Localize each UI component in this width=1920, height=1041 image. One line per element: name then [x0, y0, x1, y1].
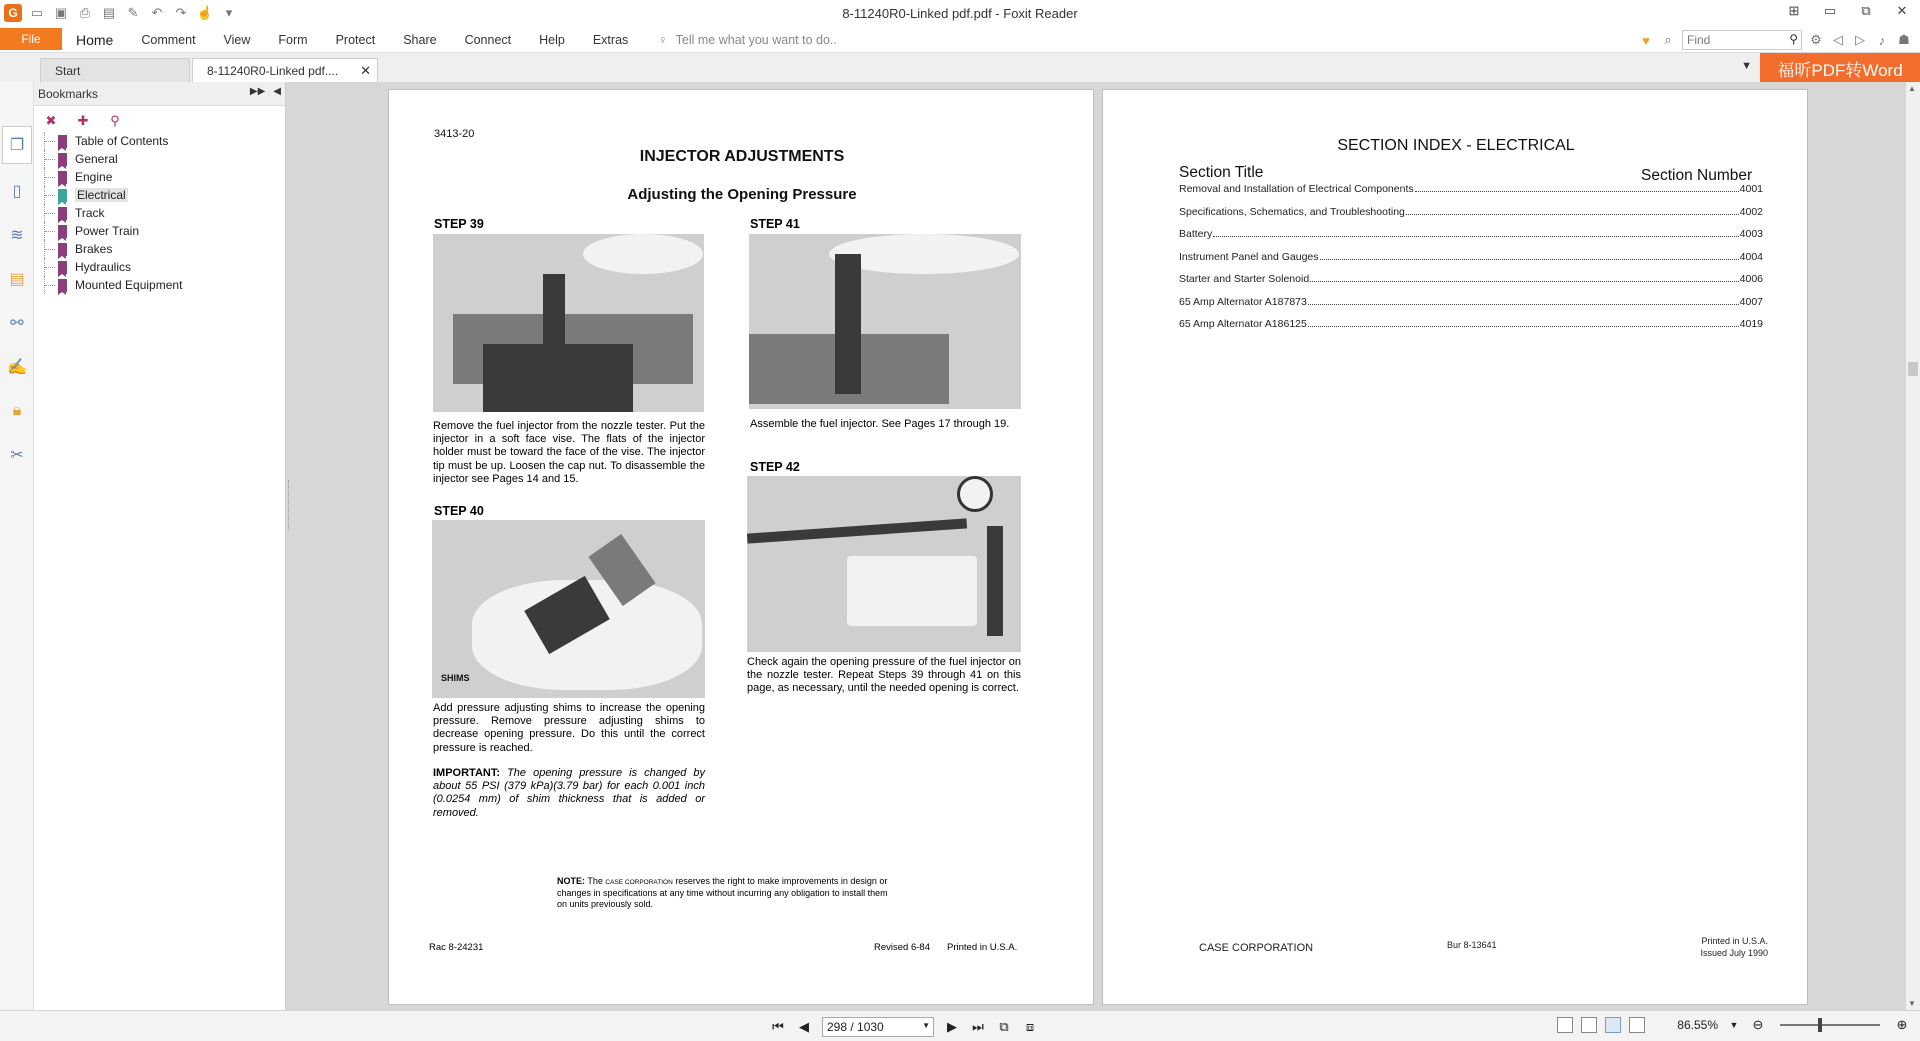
footer-company: CASE CORPORATION [1199, 942, 1314, 954]
footer-revised: Revised 6-84 [874, 942, 930, 953]
tree-connector [44, 132, 58, 150]
bookmark-list [34, 132, 285, 294]
tab-connect[interactable]: Connect [464, 33, 512, 47]
bookmark-item[interactable] [44, 276, 285, 294]
zoom-in-icon[interactable]: ⊕ [1896, 1017, 1908, 1032]
bookmark-item[interactable] [44, 204, 285, 222]
column-header-number: Section Number [1641, 167, 1753, 184]
print-icon[interactable]: ⎙ [79, 5, 91, 20]
bookmark-label: Brakes [75, 242, 113, 256]
shims-label: SHIMS [441, 673, 470, 683]
important-note [433, 767, 705, 820]
tab-list-chevron-icon[interactable]: ▼ [1741, 60, 1752, 72]
leader-dots [1213, 236, 1738, 237]
section-title: 65 Amp Alternator A186125 [1179, 318, 1307, 330]
content-panel-icon[interactable]: ✂ [10, 447, 24, 464]
tree-connector [44, 168, 58, 186]
zoom-slider[interactable] [1780, 1024, 1880, 1026]
bookmark-icon [58, 135, 67, 148]
next-page-icon[interactable]: ▶ [947, 1019, 957, 1034]
zoom-slider-knob[interactable] [1818, 1018, 1822, 1032]
forward-icon[interactable]: ▷ [1855, 32, 1865, 47]
tab-start[interactable]: Start [40, 58, 190, 82]
previous-page-icon[interactable]: ◀ [799, 1019, 809, 1034]
file-tab[interactable]: File [0, 28, 62, 50]
undo-icon[interactable]: ↶ [151, 5, 163, 20]
bookmark-item[interactable] [44, 186, 285, 204]
column-header-title: Section Title [1179, 164, 1264, 181]
find-input[interactable] [1682, 30, 1802, 50]
bookmark-icon [58, 189, 67, 202]
save-icon[interactable]: ▣ [54, 5, 68, 20]
tab-comment[interactable]: Comment [141, 33, 196, 47]
section-index-row [1179, 294, 1763, 308]
vertical-scrollbar[interactable] [1906, 82, 1920, 1010]
window-title: 8-11240R0-Linked pdf.pdf - Foxit Reader [842, 6, 1078, 21]
close-tab-icon[interactable]: ✕ [360, 63, 371, 78]
note-company: CASE CORPORATION [605, 879, 673, 886]
close-button[interactable]: ✕ [1896, 3, 1908, 18]
leader-dots [1308, 326, 1739, 327]
security-panel-icon[interactable]: 🔒︎ [12, 402, 22, 419]
minimize-button[interactable]: ▭ [1823, 3, 1837, 18]
section-title: Instrument Panel and Gauges [1179, 250, 1319, 263]
note-label: NOTE: [557, 876, 585, 886]
step-40-label: STEP 40 [434, 504, 484, 518]
collapse-panel-icon[interactable]: ◀ [273, 86, 281, 97]
footer-bur: Bur 8-13641 [1447, 940, 1497, 950]
bookmark-label: Mounted Equipment [75, 278, 183, 292]
bookmark-item[interactable] [44, 222, 285, 240]
settings-icon[interactable]: ⚙ [1810, 32, 1822, 47]
bookmark-panel-icon[interactable]: ❐ [2, 126, 32, 164]
leader-dots [1415, 191, 1739, 192]
bookmark-icon [58, 153, 67, 166]
bookmark-item[interactable] [44, 168, 285, 186]
bookmark-label: Electrical [77, 188, 126, 202]
page-title: INJECTOR ADJUSTMENTS [639, 148, 845, 165]
previous-view-icon[interactable]: ⧉ [999, 1019, 1009, 1034]
new-icon[interactable]: ✎ [127, 5, 139, 20]
section-number: 4001 [1739, 183, 1763, 195]
note-text: reserves the right to make improvements in design or changes in specifications at any time without incurring any obligation to install them on units previously sold. [557, 876, 888, 909]
page-dropdown-icon[interactable]: ▼ [922, 1021, 930, 1030]
bookmark-label: Table of Contents [75, 134, 169, 148]
next-view-icon[interactable]: ⧈ [1025, 1019, 1035, 1034]
leader-dots [1310, 281, 1738, 282]
section-title: Specifications, Schematics, and Troubleshooting [1179, 205, 1405, 218]
app-logo[interactable]: G [4, 4, 22, 22]
section-number: 4002 [1739, 205, 1763, 218]
footer-issued: Issued July 1990 [1700, 948, 1768, 958]
leader-dots [1320, 259, 1739, 260]
bookmark-icon [58, 225, 67, 238]
tab-view[interactable]: View [223, 33, 251, 47]
step-42-label: STEP 42 [750, 460, 800, 474]
tab-share[interactable]: Share [403, 33, 437, 47]
redo-icon[interactable]: ↷ [175, 5, 187, 20]
pdf-to-word-banner[interactable]: 福昕PDF转Word [1760, 53, 1920, 83]
panel-splitter[interactable] [288, 480, 291, 530]
section-number: 4007 [1739, 295, 1763, 308]
signature-panel-icon[interactable]: ✍ [7, 359, 27, 376]
attachments-panel-icon[interactable]: ⚯ [10, 315, 24, 332]
hand-icon[interactable]: ☝ [196, 5, 214, 20]
bookmark-icon [58, 207, 67, 220]
bookmarks-panel [34, 82, 286, 1010]
step-41-text: Assemble the fuel injector. See Pages 17 through 19. [750, 418, 1010, 430]
section-title: 65 Amp Alternator A187873 [1179, 295, 1307, 308]
back-icon[interactable]: ◁ [1833, 32, 1843, 47]
tree-connector [44, 186, 58, 204]
ribbon-display-icon[interactable]: ⊞ [1788, 3, 1800, 18]
zoom-dropdown-icon[interactable]: ▼ [1729, 1020, 1739, 1030]
page-code: 3413-20 [434, 128, 475, 140]
footer-left: Rac 8-24231 [429, 942, 484, 953]
bookmark-item[interactable] [44, 132, 285, 150]
add-bookmark-icon[interactable]: ✚ [77, 113, 89, 128]
bookmark-label: Engine [75, 170, 113, 184]
step-39-label: STEP 39 [434, 217, 484, 231]
footer-printed: Printed in U.S.A. [947, 942, 1018, 953]
tree-connector [44, 204, 58, 222]
bookmark-label: General [75, 152, 118, 166]
page-number-value: 298 / 1030 [827, 1020, 884, 1034]
zoom-out-icon[interactable]: ⊖ [1752, 1017, 1764, 1032]
section-index-row [1179, 226, 1763, 240]
section-index-row [1179, 249, 1763, 263]
tree-connector [44, 240, 58, 258]
step-39-photo [433, 234, 704, 412]
bookmark-icon [58, 261, 67, 274]
section-title: Starter and Starter Solenoid [1179, 273, 1310, 285]
tab-extras[interactable]: Extras [592, 33, 629, 47]
document-tab-bar [0, 52, 1920, 82]
continuous-view-icon[interactable] [1581, 1017, 1597, 1033]
step-40-text: Add pressure adjusting shims to increase the opening pressure. Remove pressure adjusting shims to decrease opening pressure. Do this until the correct pressure is reached. [433, 702, 705, 754]
continuous-facing-view-icon[interactable] [1629, 1017, 1645, 1033]
step-42-photo [747, 476, 1021, 652]
scroll-up-icon[interactable]: ▲ [1908, 84, 1916, 93]
layers-panel-icon[interactable]: ≋ [10, 227, 24, 244]
tree-connector [44, 258, 58, 276]
bell-icon[interactable]: ♪ [1878, 32, 1886, 48]
step-42-text: Check again the opening pressure of the fuel injector on the nozzle tester. Repeat Steps 39 through 41 on this page, as necessary, until the needed opening is correct. [747, 656, 1021, 695]
bookmarks-title: Bookmarks [38, 87, 99, 101]
expand-panel-icon[interactable]: ▶▶ [249, 86, 266, 97]
tree-connector [44, 222, 58, 240]
leader-dots [1406, 214, 1739, 215]
bookmark-icon [58, 171, 67, 184]
bookmark-icon [58, 279, 67, 292]
bookmark-label: Track [75, 206, 105, 220]
note-pre: The [587, 876, 603, 886]
bookmarks-header [34, 82, 285, 106]
bookmark-item[interactable] [44, 150, 285, 168]
tab-home[interactable]: Home [76, 32, 114, 48]
footer-printed-right: Printed in U.S.A. [1701, 936, 1768, 946]
open-icon[interactable]: ▭ [30, 5, 44, 20]
section-index-row [1179, 204, 1763, 218]
delete-bookmark-icon[interactable]: ✖ [45, 113, 57, 128]
bookmark-item[interactable] [44, 240, 285, 258]
bookmark-label: Hydraulics [75, 260, 132, 274]
section-number: 4019 [1739, 318, 1763, 330]
scroll-thumb[interactable] [1908, 362, 1918, 376]
user-icon[interactable]: ☗ [1898, 32, 1910, 47]
customize-icon[interactable]: ▾ [225, 5, 233, 20]
step-39-text: Remove the fuel injector from the nozzle tester. Put the injector in a soft face vise. The flats of the injector holder must be toward the face of the vise. The injector tip must be up. Loosen the cap nut. To disassemble the injector see Pages 14 and 15. [433, 420, 705, 485]
bookmark-icon [58, 243, 67, 256]
leader-dots [1308, 304, 1739, 305]
comments-panel-icon[interactable]: ▤ [9, 271, 25, 288]
last-page-icon[interactable]: ⏭ [972, 1019, 984, 1034]
note-block [557, 876, 897, 910]
tell-me-text: Tell me what you want to do.. [675, 33, 837, 47]
facing-view-icon[interactable] [1605, 1017, 1621, 1033]
tab-document-label: 8-11240R0-Linked pdf.... [207, 63, 339, 78]
title-bar [0, 0, 1920, 28]
heart-icon[interactable]: ♥ [1642, 32, 1650, 48]
page-number-input[interactable] [822, 1017, 934, 1037]
tab-protect[interactable]: Protect [335, 33, 376, 47]
page-right [1102, 89, 1808, 1005]
find-options-icon[interactable]: ⌕ [1664, 32, 1672, 47]
tab-document[interactable] [192, 58, 378, 82]
scroll-down-icon[interactable]: ▼ [1908, 999, 1916, 1008]
step-41-photo [749, 234, 1021, 409]
step-40-photo [432, 520, 705, 698]
page-left [388, 89, 1094, 1005]
section-title: Battery [1179, 228, 1213, 240]
tab-form[interactable]: Form [278, 33, 308, 47]
section-index-row [1179, 271, 1763, 285]
section-index-row [1179, 181, 1763, 195]
scan-icon[interactable]: ▤ [102, 5, 116, 20]
section-number: 4003 [1739, 228, 1763, 240]
single-page-view-icon[interactable] [1557, 1017, 1573, 1033]
page-subtitle: Adjusting the Opening Pressure [627, 186, 857, 203]
find-bookmark-icon[interactable]: ⚲ [110, 113, 120, 128]
bookmark-label: Power Train [75, 224, 140, 238]
restore-button[interactable]: ⧉ [1861, 3, 1871, 18]
lightbulb-icon: ♀ [658, 33, 668, 47]
ribbon-tabs [0, 28, 1920, 52]
zoom-level[interactable]: 86.55% [1677, 1018, 1718, 1032]
first-page-icon[interactable]: ⏮ [772, 1019, 784, 1034]
pages-panel-icon[interactable]: ▯ [12, 183, 22, 200]
important-text: The opening pressure is changed by about 55 PSI (379 kPa)(3.79 bar) for each 0.001 inch (0.0254 mm) of shim thickness that is added or removed. [433, 767, 706, 819]
status-bar [0, 1010, 1920, 1041]
section-index-row [1179, 316, 1763, 330]
tree-connector [44, 276, 58, 294]
tab-help[interactable]: Help [539, 33, 565, 47]
tree-connector [44, 150, 58, 168]
tell-me-box[interactable] [642, 33, 837, 47]
important-label: IMPORTANT: [433, 767, 501, 779]
section-number: 4004 [1739, 250, 1763, 263]
navigation-panel-strip [0, 82, 34, 1010]
step-41-label: STEP 41 [750, 217, 800, 231]
section-title: Removal and Installation of Electrical Components [1179, 183, 1414, 195]
section-index-title: SECTION INDEX - ELECTRICAL [1337, 137, 1575, 154]
search-icon[interactable]: ⚲ [1789, 32, 1798, 46]
bookmark-item[interactable] [44, 258, 285, 276]
find-placeholder: Find [1687, 33, 1711, 47]
section-number: 4006 [1739, 273, 1763, 285]
